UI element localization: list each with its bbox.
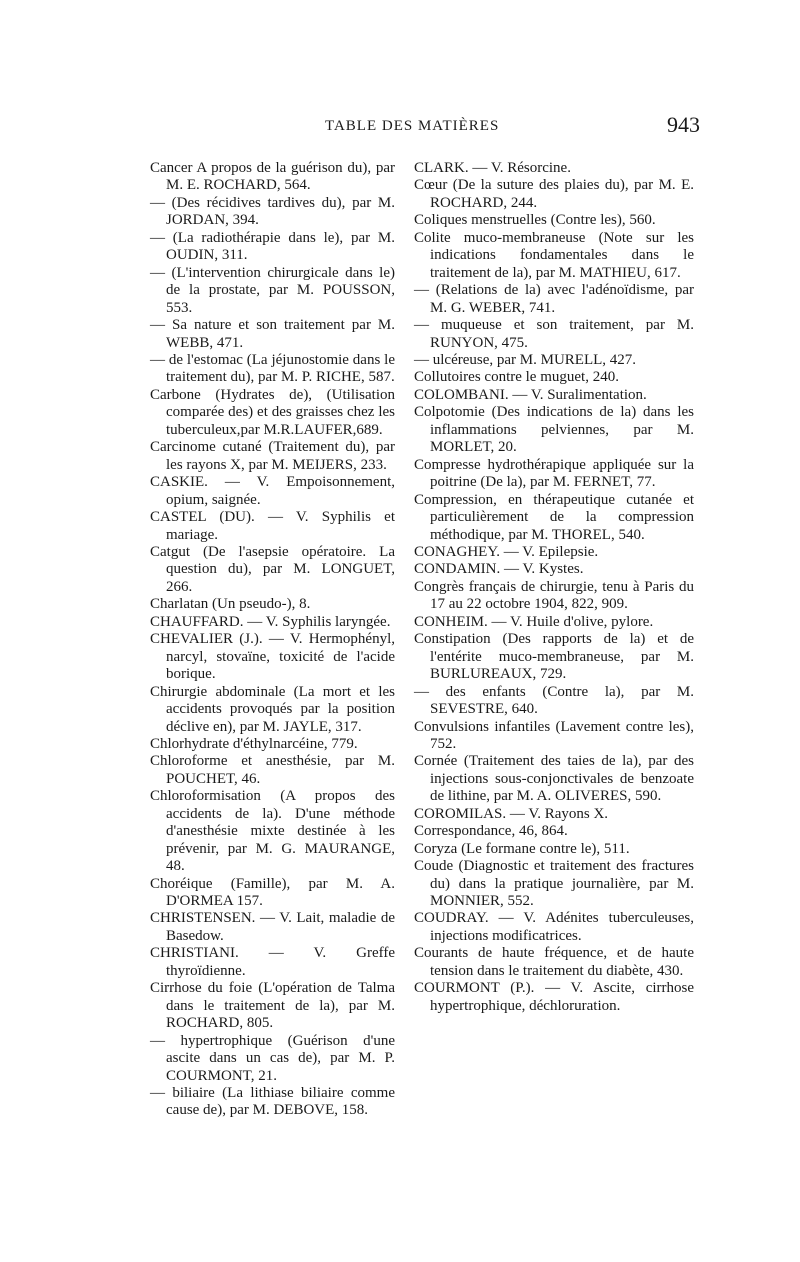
- left-column: [150, 160, 395, 1120]
- index-entry: CHRISTIANI. — V. Greffe thyroïdienne.: [150, 945, 395, 979]
- index-entry: CASTEL (DU). — V. Syphilis et mariage.: [150, 509, 395, 543]
- index-entry: — hypertrophique (Guérison d'une ascite dans un cas de), par M. P. COURMONT, 21.: [150, 1032, 395, 1084]
- index-entry: Correspondance, 46, 864.: [414, 823, 568, 840]
- index-entry: Catgut (De l'asepsie opératoire. La question du), par M. LONGUET, 266.: [150, 543, 395, 595]
- index-entry: Constipation (Des rapports de la) et de l'entérite muco-membraneuse, par M. BURLUREAUX, 729.: [414, 631, 694, 683]
- index-entry: — biliaire (La lithiase biliaire comme cause de), par M. DEBOVE, 158.: [150, 1085, 395, 1119]
- index-entry: Compression, en thérapeutique cutanée et particulièrement de la compression méthodique, par M. THOREL, 540.: [414, 491, 694, 543]
- index-entry: CHEVALIER (J.). — V. Hermophényl, narcyl, stovaïne, toxicité de l'acide borique.: [150, 631, 395, 683]
- index-entry: Chirurgie abdominale (La mort et les accidents provoqués par la position déclive en), par M. JAYLE, 317.: [150, 683, 395, 735]
- index-entry: Cœur (De la suture des plaies du), par M. E. ROCHARD, 244.: [414, 177, 694, 211]
- index-entry: Chlorhydrate d'éthylnarcéine, 779.: [150, 735, 358, 752]
- index-entry: Collutoires contre le muguet, 240.: [414, 369, 619, 386]
- index-entry: — des enfants (Contre la), par M. SEVESTRE, 640.: [414, 683, 694, 718]
- index-entry: — de l'estomac (La jéjunostomie dans le traitement du), par M. P. RICHE, 587.: [150, 351, 395, 386]
- running-title: TABLE DES MATIÈRES: [325, 118, 500, 134]
- index-entry: CHRISTENSEN. — V. Lait, maladie de Basedow.: [150, 910, 395, 944]
- index-entry: — (La radiothérapie dans le), par M. OUDIN, 311.: [150, 229, 395, 264]
- index-entry: Colite muco-membraneuse (Note sur les indications fondamentales dans le traitement de la), par M. MATHIEU, 617.: [414, 229, 694, 281]
- index-entry: Colpotomie (Des indications de la) dans les inflammations pelviennes, par M. MORLET, 20.: [414, 404, 694, 456]
- index-entry: COUDRAY. — V. Adénites tuberculeuses, injections modificatrices.: [414, 910, 694, 944]
- index-entry: Cirrhose du foie (L'opération de Talma dans le traitement de la), par M. ROCHARD, 805.: [150, 980, 395, 1032]
- index-entry: CONDAMIN. — V. Kystes.: [414, 561, 584, 578]
- index-entry: — muqueuse et son traitement, par M. RUNYON, 475.: [414, 317, 694, 351]
- index-entry: Congrès français de chirurgie, tenu à Paris du 17 au 22 octobre 1904, 822, 909.: [414, 578, 694, 613]
- index-entry: Choréique (Famille), par M. A. D'ORMEA 157.: [150, 875, 395, 910]
- index-entry: CHAUFFARD. — V. Syphilis laryngée.: [150, 613, 391, 630]
- index-entry: Chloroforme et anesthésie, par M. POUCHET, 46.: [150, 753, 395, 787]
- index-entry: CLARK. — V. Résorcine.: [414, 160, 571, 176]
- index-entry: CONHEIM. — V. Huile d'olive, pylore.: [414, 613, 654, 630]
- index-entry: Convulsions infantiles (Lavement contre les), 752.: [414, 718, 694, 752]
- index-entry: Charlatan (Un pseudo-), 8.: [150, 596, 311, 613]
- index-entry: — ulcéreuse, par M. MURELL, 427.: [414, 351, 637, 368]
- index-entry: Coryza (Le formane contre le), 511.: [414, 840, 630, 857]
- right-column: [414, 160, 694, 1015]
- index-entry: Cancer A propos de la guérison du), par M. E. ROCHARD, 564.: [150, 160, 395, 194]
- index-entry: Chloroformisation (A propos des accidents de la). D'une méthode d'anesthésie mixte destinée à les prévenir, par M. G. MAURANGE, 48.: [150, 788, 395, 875]
- index-entry: Coliques menstruelles (Contre les), 560.: [414, 212, 656, 229]
- index-entry: — (Des récidives tardives du), par M. JORDAN, 394.: [150, 194, 395, 229]
- index-entry: Carbone (Hydrates de), (Utilisation comparée des) et des graisses chez les tuberculeux,par M.R.LAUFER,689.: [150, 386, 395, 438]
- index-entry: Carcinome cutané (Traitement du), par les rayons X, par M. MEIJERS, 233.: [150, 439, 395, 473]
- index-entry: — Sa nature et son traitement par M. WEBB, 471.: [150, 317, 395, 351]
- page-header: [150, 114, 700, 144]
- index-entry: Coude (Diagnostic et traitement des fractures du) dans la pratique journalière, par M. MONNIER, 552.: [414, 858, 694, 910]
- index-entry: COURMONT (P.). — V. Ascite, cirrhose hypertrophique, déchloruration.: [414, 980, 694, 1014]
- index-entry: Courants de haute fréquence, et de haute tension dans le traitement du diabète, 430.: [414, 945, 694, 979]
- index-entry: COROMILAS. — V. Rayons X.: [414, 805, 609, 822]
- index-entry: COLOMBANI. — V. Suralimentation.: [414, 386, 647, 403]
- index-entry: CASKIE. — V. Empoisonnement, opium, saignée.: [150, 474, 395, 508]
- index-entry: — (Relations de la) avec l'adénoïdisme, par M. G. WEBER, 741.: [414, 282, 694, 316]
- index-entry: CONAGHEY. — V. Epilepsie.: [414, 543, 599, 560]
- index-entry: Compresse hydrothérapique appliquée sur la poitrine (De la), par M. FERNET, 77.: [414, 456, 694, 491]
- page-number: 943: [667, 112, 700, 137]
- index-entry: Cornée (Traitement des taies de la), par des injections sous-conjonctivales de benzoate de lithine, par M. A. OLIVERES, 590.: [414, 753, 694, 805]
- index-entry: — (L'intervention chirurgicale dans le) de la prostate, par M. POUSSON, 553.: [150, 264, 395, 316]
